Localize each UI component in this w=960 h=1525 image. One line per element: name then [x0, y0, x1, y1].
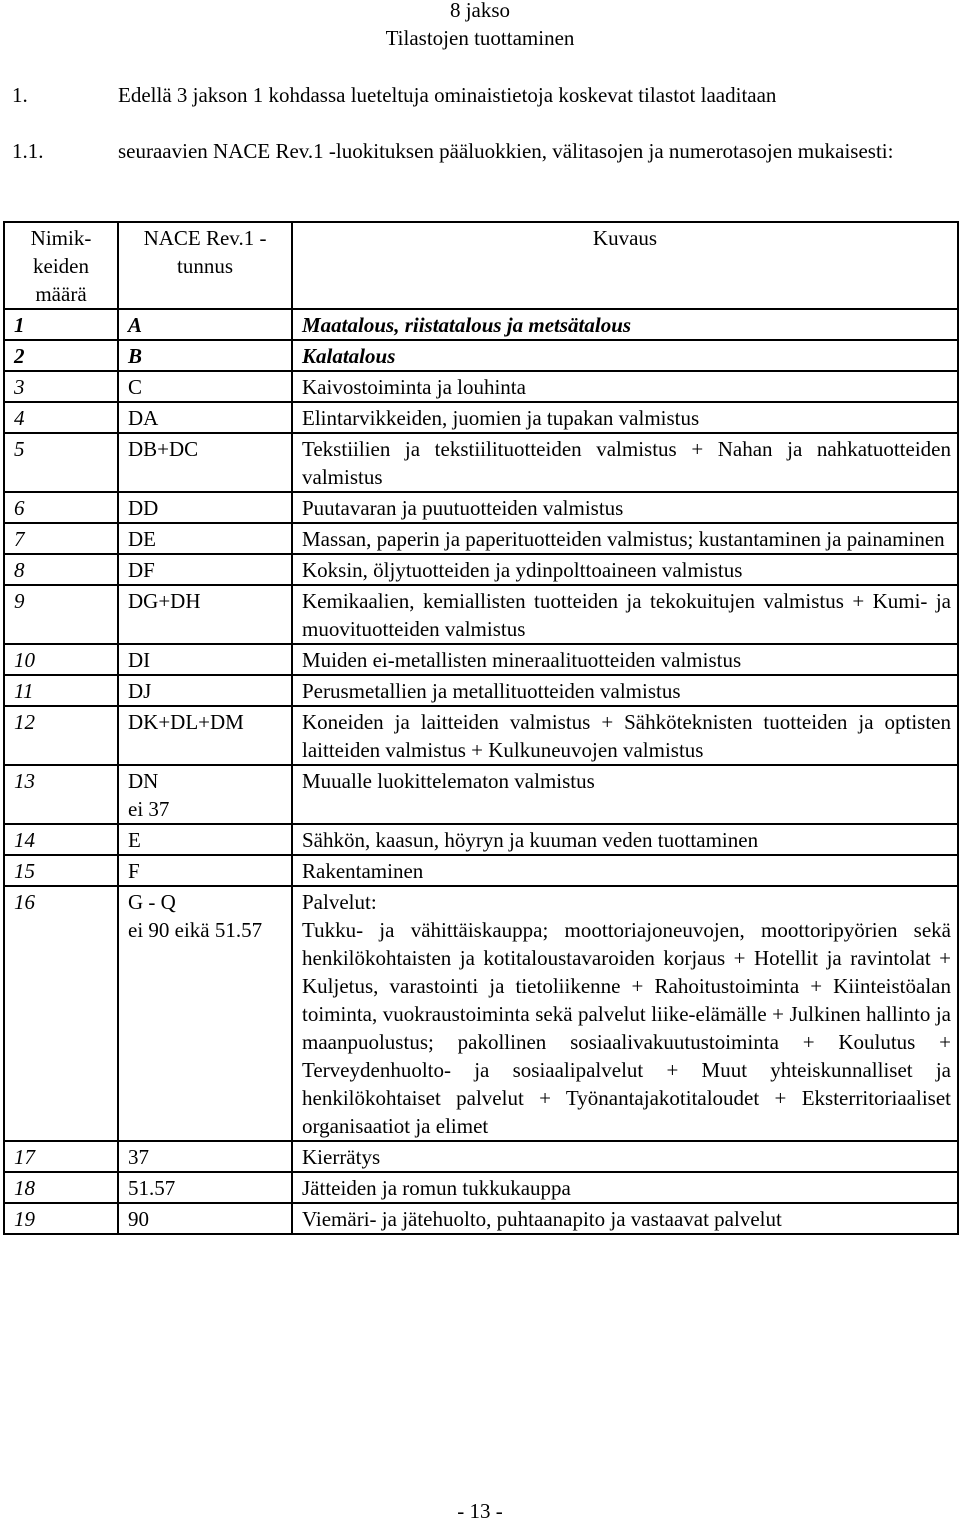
table-row — [4, 1141, 958, 1172]
row-count: 14 — [4, 824, 118, 855]
table-row — [4, 402, 958, 433]
row-count: 10 — [4, 644, 118, 675]
table-row — [4, 855, 958, 886]
row-count: 3 — [4, 371, 118, 402]
row-code: DK+DL+DM — [118, 706, 292, 765]
row-code: F — [118, 855, 292, 886]
row-description: Perusmetallien ja metallituotteiden valmistus — [292, 675, 958, 706]
header-count: Nimik-keiden määrä — [4, 222, 118, 309]
row-description: Viemäri- ja jätehuolto, puhtaanapito ja vastaavat palvelut — [292, 1203, 958, 1234]
table-row — [4, 523, 958, 554]
row-description: Puutavaran ja puutuotteiden valmistus — [292, 492, 958, 523]
row-description: Koksin, öljytuotteiden ja ydinpolttoaineen valmistus — [292, 554, 958, 585]
row-description: Koneiden ja laitteiden valmistus + Sähköteknisten tuotteiden ja optisten laitteiden valmistus + Kulkuneuvojen valmistus — [292, 706, 958, 765]
row-description: Rakentaminen — [292, 855, 958, 886]
row-count: 7 — [4, 523, 118, 554]
table-row — [4, 492, 958, 523]
row-count: 18 — [4, 1172, 118, 1203]
row-description: Jätteiden ja romun tukkukauppa — [292, 1172, 958, 1203]
row-code: G - Q ei 90 eikä 51.57 — [118, 886, 292, 1141]
row-count: 5 — [4, 433, 118, 492]
row-code: 51.57 — [118, 1172, 292, 1203]
table-row — [4, 554, 958, 585]
row-description: Muiden ei-metallisten mineraalituotteiden valmistus — [292, 644, 958, 675]
row-description: Massan, paperin ja paperituotteiden valmistus; kustantaminen ja painaminen — [292, 523, 958, 554]
row-count: 12 — [4, 706, 118, 765]
header-description: Kuvaus — [292, 222, 958, 309]
row-description: Muualle luokittelematon valmistus — [292, 765, 958, 824]
table-row — [4, 644, 958, 675]
row-count: 4 — [4, 402, 118, 433]
row-code: DJ — [118, 675, 292, 706]
table-row — [4, 309, 958, 340]
paragraph-number: 1.1. — [12, 139, 44, 163]
page-number: - 13 - — [457, 1499, 503, 1523]
code-note: ei 90 eikä 51.57 — [128, 918, 263, 942]
row-description: Kierrätys — [292, 1141, 958, 1172]
row-count: 16 — [4, 886, 118, 1141]
row-count: 6 — [4, 492, 118, 523]
chapter-heading: 8 jakso — [449, 0, 511, 22]
row-description: Maatalous, riistatalous ja metsätalous — [292, 309, 958, 340]
row-code: DD — [118, 492, 292, 523]
row-description: Kalatalous — [292, 340, 958, 371]
row-code: C — [118, 371, 292, 402]
row-code: DN ei 37 — [118, 765, 292, 824]
row-count: 13 — [4, 765, 118, 824]
row-count: 15 — [4, 855, 118, 886]
table-row — [4, 585, 958, 644]
paragraph-text: Edellä 3 jakson 1 kohdassa lueteltuja ominaistietoja koskevat tilastot laaditaan — [118, 83, 777, 107]
row-code: E — [118, 824, 292, 855]
row-count: 17 — [4, 1141, 118, 1172]
table-row — [4, 340, 958, 371]
row-count: 8 — [4, 554, 118, 585]
nace-table — [3, 221, 959, 1235]
row-code: 37 — [118, 1141, 292, 1172]
table-row — [4, 1203, 958, 1234]
table-row — [4, 371, 958, 402]
row-code: DI — [118, 644, 292, 675]
paragraph-number: 1. — [12, 83, 28, 107]
table-row — [4, 824, 958, 855]
table-row — [4, 433, 958, 492]
row-code: DA — [118, 402, 292, 433]
row-description: Palvelut: Tukku- ja vähittäiskauppa; moottoriajoneuvojen, moottoripyörien sekä henkilökohtaisten ja kotitaloustavaroiden korjaus + Hotellit ja ravintolat + Kuljetus, varastointi ja tietoliikenne + Rahoitustoiminta + Kiinteistöalan toiminta, vuokraustoiminta sekä palvelut liike-elämälle + Julkinen hallinto ja maanpuolustus; pakollinen sosiaalivakuutustoiminta + Koulutus + Terveydenhuolto- ja sosiaalipalvelut + Muut yhteiskunnalliset ja henkilökohtaiset palvelut + Työnantajakotitaloudet + Eksterritoriaaliset organisaatiot ja elimet — [292, 886, 958, 1141]
code-note: ei 37 — [128, 797, 170, 821]
row-code: DF — [118, 554, 292, 585]
row-code: DE — [118, 523, 292, 554]
row-description: Tekstiilien ja tekstiilituotteiden valmistus + Nahan ja nahkatuotteiden valmistus — [292, 433, 958, 492]
row-code: DG+DH — [118, 585, 292, 644]
row-count: 2 — [4, 340, 118, 371]
header-code: NACE Rev.1 -tunnus — [118, 222, 292, 309]
row-description: Kemikaalien, kemiallisten tuotteiden ja tekokuitujen valmistus + Kumi- ja muovituotteiden valmistus — [292, 585, 958, 644]
table-row — [4, 1172, 958, 1203]
row-code: 90 — [118, 1203, 292, 1234]
table-row — [4, 675, 958, 706]
row-count: 1 — [4, 309, 118, 340]
description-heading: Palvelut: — [302, 890, 377, 914]
row-count: 19 — [4, 1203, 118, 1234]
table-row — [4, 706, 958, 765]
row-code: B — [118, 340, 292, 371]
chapter-title: Tilastojen tuottaminen — [385, 26, 575, 50]
row-code: A — [118, 309, 292, 340]
row-description: Elintarvikkeiden, juomien ja tupakan valmistus — [292, 402, 958, 433]
row-description: Kaivostoiminta ja louhinta — [292, 371, 958, 402]
row-description: Sähkön, kaasun, höyryn ja kuuman veden tuottaminen — [292, 824, 958, 855]
row-code: DB+DC — [118, 433, 292, 492]
table-row — [4, 765, 958, 824]
paragraph-text: seuraavien NACE Rev.1 -luokituksen pääluokkien, välitasojen ja numerotasojen mukaisesti: — [118, 139, 894, 163]
row-count: 9 — [4, 585, 118, 644]
row-count: 11 — [4, 675, 118, 706]
table-row — [4, 886, 958, 1141]
